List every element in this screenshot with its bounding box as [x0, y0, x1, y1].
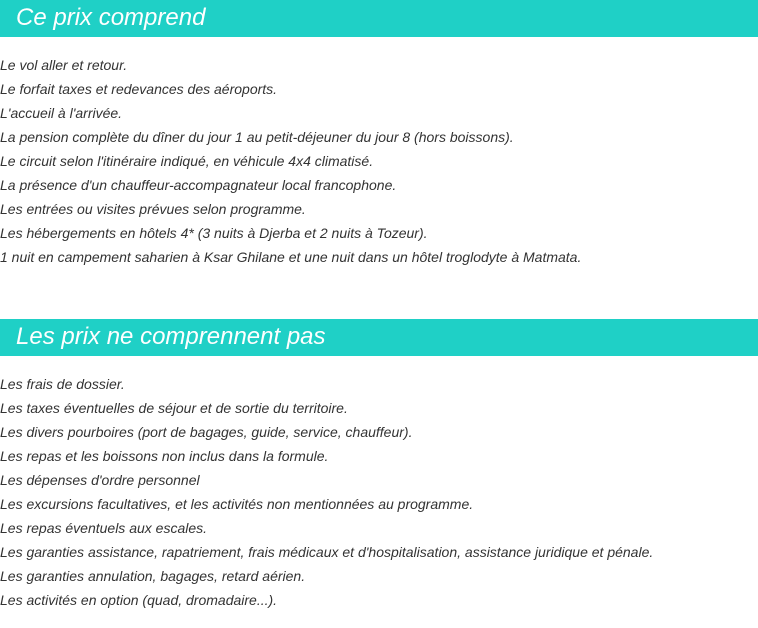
included-list	[0, 53, 758, 269]
list-item: Les entrées ou visites prévues selon programme.	[0, 201, 306, 217]
list-item: Les divers pourboires (port de bagages, guide, service, chauffeur).	[0, 424, 413, 440]
list-item: Les taxes éventuelles de séjour et de sortie du territoire.	[0, 400, 348, 416]
section-title: Les prix ne comprennent pas	[16, 323, 326, 350]
list-item: Les garanties annulation, bagages, retard aérien.	[0, 568, 306, 584]
list-item: 1 nuit en campement saharien à Ksar Ghilane et une nuit dans un hôtel troglodyte à Matmata.	[0, 249, 582, 265]
list-item: Le circuit selon l'itinéraire indiqué, en véhicule 4x4 climatisé.	[0, 153, 374, 169]
section-header-included	[0, 0, 758, 37]
list-item: Le forfait taxes et redevances des aéroports.	[0, 81, 278, 97]
list-item: Les repas éventuels aux escales.	[0, 520, 208, 536]
list-item: Les frais de dossier.	[0, 376, 125, 392]
list-item: Les activités en option (quad, dromadaire...).	[0, 592, 278, 608]
list-item: Les dépenses d'ordre personnel	[0, 472, 200, 488]
list-item: Les repas et les boissons non inclus dans la formule.	[0, 448, 329, 464]
section-title: Ce prix comprend	[16, 4, 206, 31]
list-item: La pension complète du dîner du jour 1 au petit-déjeuner du jour 8 (hors boissons).	[0, 129, 514, 145]
list-item: Les excursions facultatives, et les activités non mentionnées au programme.	[0, 496, 474, 512]
list-item: L'accueil à l'arrivée.	[0, 105, 123, 121]
section-header-not-included	[0, 319, 758, 356]
list-item: Le vol aller et retour.	[0, 57, 128, 73]
not-included-list	[0, 372, 758, 612]
list-item: Les garanties assistance, rapatriement, frais médicaux et d'hospitalisation, assistance juridique et pénale.	[0, 544, 654, 560]
list-item: Les hébergements en hôtels 4* (3 nuits à Djerba et 2 nuits à Tozeur).	[0, 225, 428, 241]
list-item: La présence d'un chauffeur-accompagnateur local francophone.	[0, 177, 397, 193]
